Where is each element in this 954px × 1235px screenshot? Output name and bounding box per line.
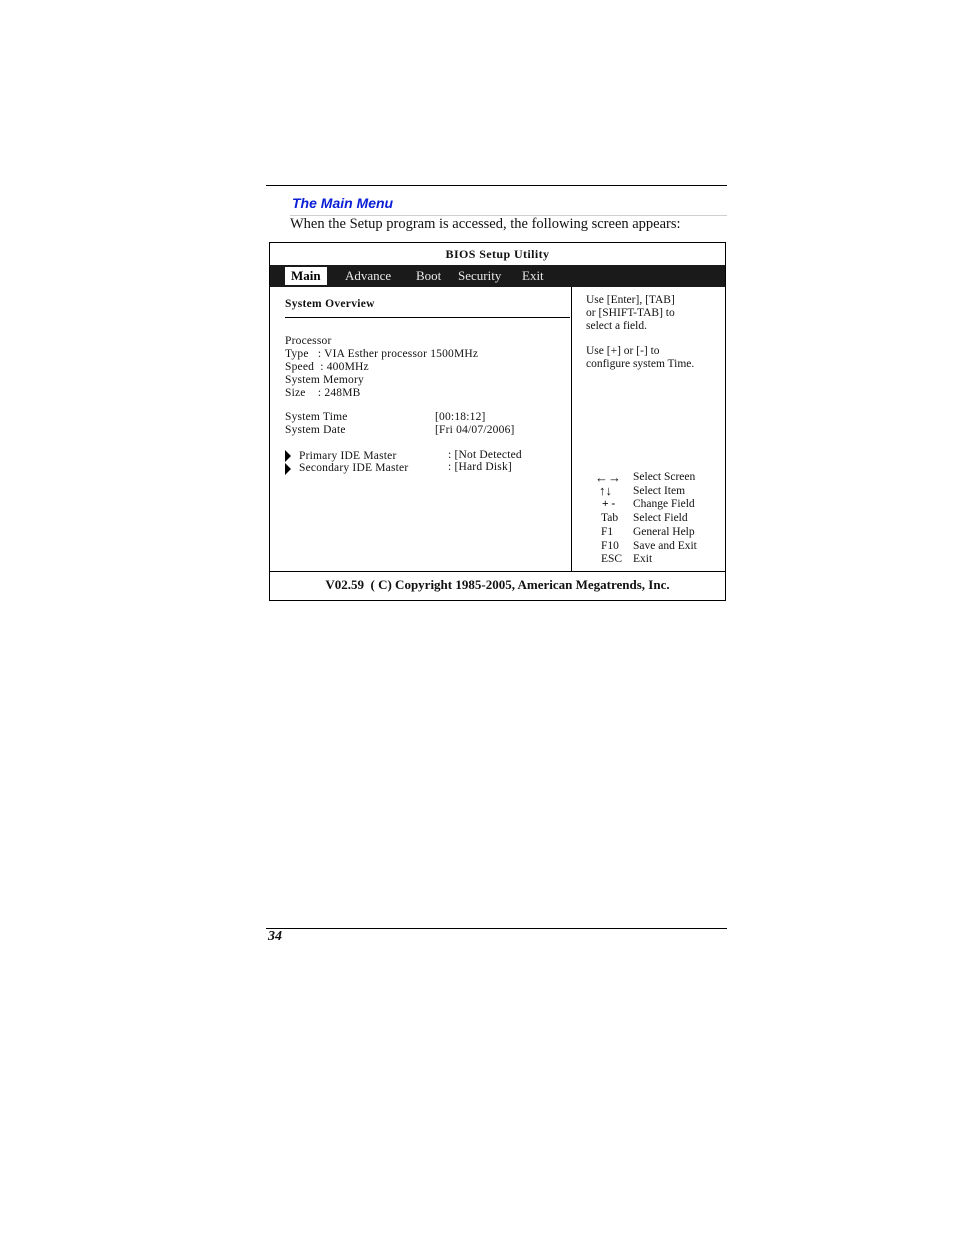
key-f10: F10 (601, 540, 619, 552)
overview-title: System Overview (285, 298, 375, 310)
bios-screen (269, 242, 726, 601)
key-desc-general-help: General Help (633, 526, 695, 538)
menu-tab-boot[interactable]: Boot (416, 268, 442, 283)
key-esc: ESC (601, 553, 623, 565)
key-plus-minus: + - (602, 498, 616, 510)
key-desc-change-field: Change Field (633, 498, 695, 510)
submenu-arrow-icon (285, 463, 291, 475)
system-date-value[interactable]: [Fri 04/07/2006] (435, 424, 515, 436)
left-right-arrows-icon: ←→ (595, 470, 621, 485)
intro-text: When the Setup program is accessed, the following screen appears: (290, 216, 681, 232)
help-line-3: select a field. (586, 320, 647, 332)
primary-ide-value: : [Not Detected (448, 449, 522, 461)
footer-divider (270, 571, 725, 572)
system-date-label: System Date (285, 424, 346, 436)
processor-type: Type : VIA Esther processor 1500MHz (285, 348, 479, 360)
up-down-arrows-icon: ↑↓ (599, 483, 612, 498)
page-number: 34 (268, 929, 282, 944)
key-desc-save-exit: Save and Exit (633, 540, 697, 552)
secondary-ide-master[interactable]: Secondary IDE Master (299, 462, 409, 474)
menu-tab-main[interactable]: Main (285, 267, 327, 285)
help-line-5: configure system Time. (586, 358, 695, 370)
processor-speed: Speed : 400MHz (285, 361, 369, 373)
help-line-4: Use [+] or [-] to (586, 345, 660, 357)
overview-underline (285, 317, 570, 318)
menu-tab-security[interactable]: Security (458, 268, 502, 283)
system-time-value[interactable]: [00:18:12] (435, 411, 486, 423)
key-tab: Tab (601, 512, 619, 524)
panel-divider (571, 287, 572, 571)
submenu-arrow-icon (285, 450, 291, 462)
section-title: The Main Menu (292, 195, 394, 211)
bios-title: BIOS Setup Utility (445, 247, 550, 261)
primary-ide-master[interactable]: Primary IDE Master (299, 450, 397, 462)
menu-tab-exit[interactable]: Exit (522, 268, 544, 283)
bios-copyright: V02.59 ( C) Copyright 1985-2005, American Megatrends, Inc. (325, 577, 670, 592)
header-rule (266, 185, 727, 186)
key-desc-select-item: Select Item (633, 485, 686, 497)
key-desc-select-screen: Select Screen (633, 471, 696, 483)
help-line-1: Use [Enter], [TAB] (586, 294, 675, 306)
key-desc-exit: Exit (633, 553, 653, 565)
secondary-ide-value: : [Hard Disk] (448, 461, 512, 473)
bios-menubar (270, 265, 725, 287)
key-f1: F1 (601, 526, 614, 538)
help-line-2: or [SHIFT-TAB] to (586, 307, 675, 319)
menu-tab-advance[interactable]: Advance (345, 268, 392, 283)
footer-rule (266, 928, 727, 929)
memory-label: System Memory (285, 374, 364, 386)
key-desc-select-field: Select Field (633, 512, 688, 524)
system-time-label: System Time (285, 411, 348, 423)
memory-size: Size : 248MB (285, 387, 361, 399)
processor-label: Processor (285, 335, 332, 347)
